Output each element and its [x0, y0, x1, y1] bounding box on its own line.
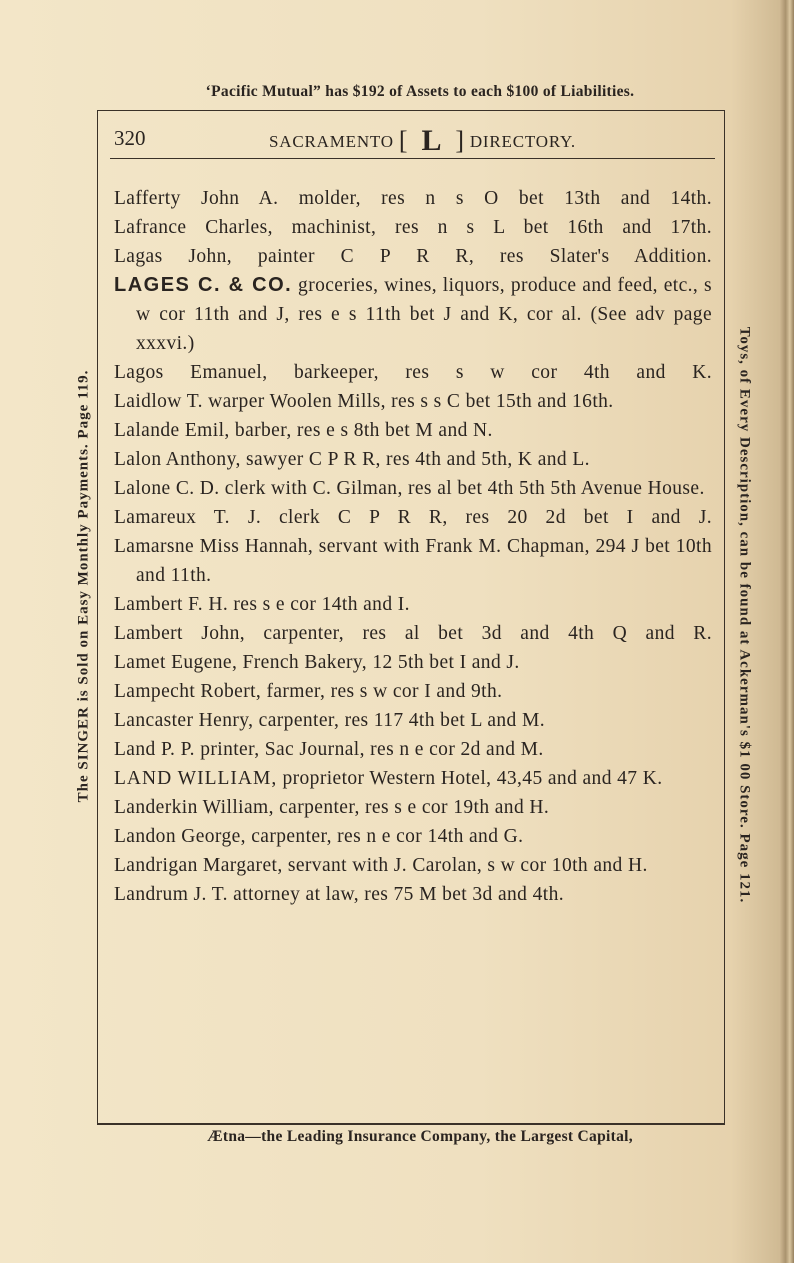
directory-entry: [114, 242, 712, 271]
directory-entry: [114, 184, 712, 213]
left-margin-advertisement: The SINGER is Sold on Easy Monthly Payments. Page 119.: [75, 369, 92, 803]
entry-text: Lafferty John A. molder, res n s O bet 13th and 14th.: [114, 188, 712, 209]
right-margin-advertisement: Toys, of Every Description, can be found at Ackerman's $1 00 Store. Page 121.: [736, 326, 753, 904]
section-letter: L: [421, 124, 443, 157]
entry-business-name: LAGES C. & CO.: [114, 274, 293, 296]
directory-entry: [114, 445, 712, 474]
entry-text: Lafrance Charles, machinist, res n s L bet 16th and 17th.: [114, 217, 712, 238]
entry-text: Lambert F. H. res s e cor 14th and I.: [114, 594, 410, 615]
directory-entry: [114, 793, 712, 822]
entry-text: Lagos Emanuel, barkeeper, res s w cor 4th and K.: [114, 362, 712, 383]
bracket-close: ]: [455, 126, 465, 155]
directory-entry: [114, 590, 712, 619]
running-title-directory: DIRECTORY.: [469, 132, 576, 151]
bracket-open: [: [398, 126, 409, 155]
directory-entry: [114, 677, 712, 706]
entry-text: Lamet Eugene, French Bakery, 12 5th bet I and J.: [114, 652, 520, 673]
entry-text: Lagas John, painter C P R R, res Slater's Addition.: [114, 246, 712, 267]
entry-text: Lamareux T. J. clerk C P R R, res 20 2d bet I and J.: [114, 507, 712, 528]
entry-text: Lamarsne Miss Hannah, servant with Frank M. Chapman, 294 J bet 10th and 11th.: [114, 536, 712, 586]
entry-text: Landrum J. T. attorney at law, res 75 M bet 3d and 4th.: [114, 884, 564, 905]
directory-entry: [114, 648, 712, 677]
directory-entry: [114, 271, 712, 358]
entry-text: groceries, wines, liquors, produce and feed, etc., s w cor 11th and J, res e s 11th bet J and K, cor al. (See adv page xxxvi.): [136, 275, 712, 354]
directory-entry: [114, 619, 712, 648]
directory-entry: [114, 474, 712, 503]
entry-proprietor-name: LAND WILLIAM,: [114, 768, 278, 789]
running-title-city: SACRAMENTO: [269, 132, 394, 151]
directory-entry: [114, 706, 712, 735]
entry-text: Lampecht Robert, farmer, res s w cor I and 9th.: [114, 681, 503, 702]
directory-entry: [114, 503, 712, 532]
directory-entry: [114, 358, 712, 387]
directory-entry: [114, 822, 712, 851]
entry-text: Lambert John, carpenter, res al bet 3d and 4th Q and R.: [114, 623, 712, 644]
entry-text: Lalon Anthony, sawyer C P R R, res 4th and 5th, K and L.: [114, 449, 590, 470]
page-header: [110, 124, 715, 158]
entry-text: Landon George, carpenter, res n e cor 14th and G.: [114, 826, 524, 847]
top-advertisement: ‘Pacific Mutual” has $192 of Assets to each $100 of Liabilities.: [205, 83, 635, 100]
entry-text: Land P. P. printer, Sac Journal, res n e cor 2d and M.: [114, 739, 544, 760]
directory-entry: [114, 387, 712, 416]
directory-entry: [114, 213, 712, 242]
entry-text: Landrigan Margaret, servant with J. Carolan, s w cor 10th and H.: [114, 855, 648, 876]
entry-text: proprietor Western Hotel, 43,45 and and 47 K.: [277, 768, 663, 789]
directory-entries: [114, 184, 712, 909]
page-number: 320: [114, 126, 146, 150]
directory-entry: [114, 416, 712, 445]
directory-entry: [114, 764, 712, 793]
header-rule: [110, 158, 715, 159]
directory-entry: [114, 851, 712, 880]
entry-text: Lalande Emil, barber, res e s 8th bet M and N.: [114, 420, 493, 441]
directory-entry: [114, 532, 712, 590]
entry-text: Laidlow T. warper Woolen Mills, res s s C bet 15th and 16th.: [114, 391, 614, 412]
directory-entry: [114, 880, 712, 909]
entry-text: Lalone C. D. clerk with C. Gilman, res al bet 4th 5th 5th Avenue House.: [114, 478, 705, 499]
entry-text: Lancaster Henry, carpenter, res 117 4th bet L and M.: [114, 710, 545, 731]
page-edge: [780, 0, 794, 1263]
entry-text: Landerkin William, carpenter, res s e cor 19th and H.: [114, 797, 550, 818]
directory-entry: [114, 735, 712, 764]
running-title: [255, 124, 590, 158]
bottom-advertisement: Ætna—the Leading Insurance Company, the Largest Capital,: [207, 1128, 633, 1145]
